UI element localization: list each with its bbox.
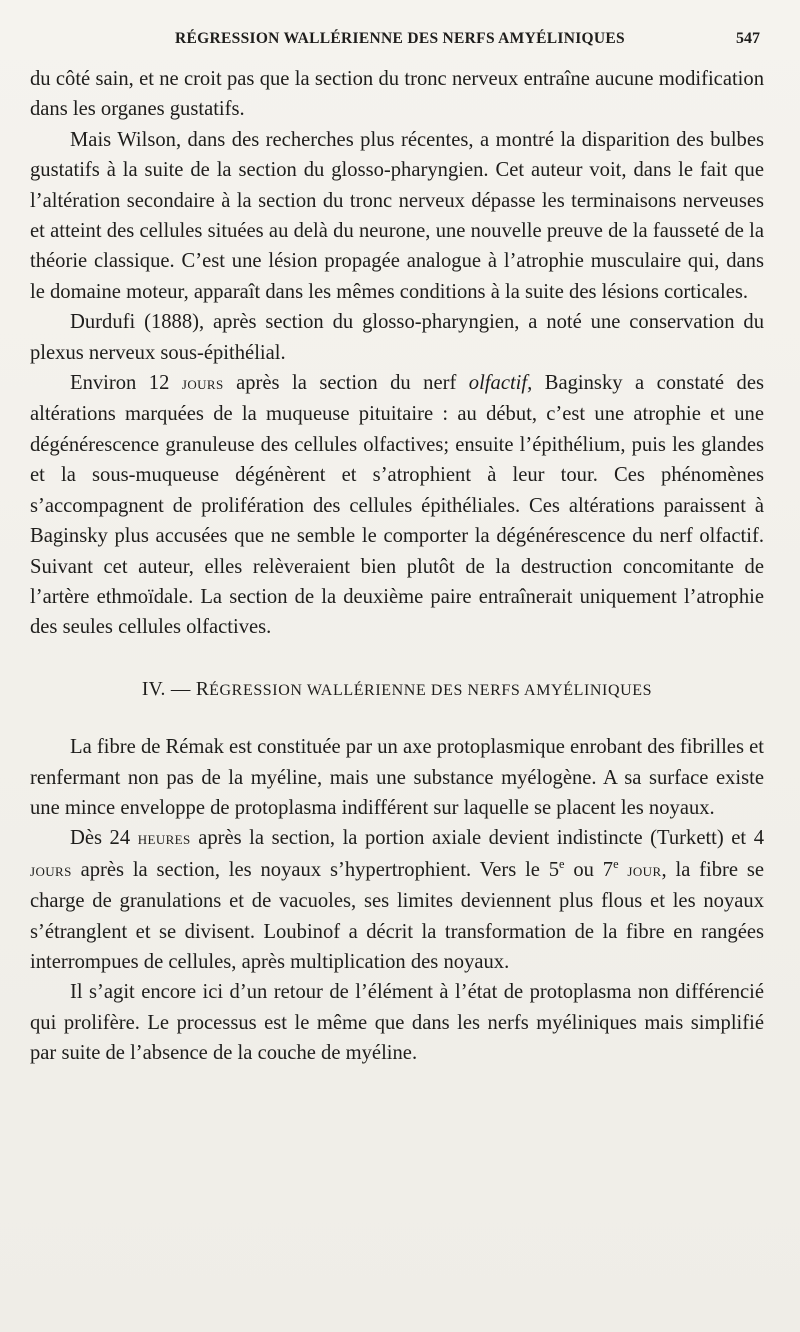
paragraph-baginsky bbox=[30, 368, 764, 643]
section-heading-rest: ÉGRESSION WALLÉRIENNE DES NERFS AMYÉLINIQUES bbox=[209, 681, 653, 699]
running-title: RÉGRESSION WALLÉRIENNE DES NERFS AMYÉLINIQUES bbox=[175, 30, 625, 47]
italic-run: olfactif, bbox=[468, 372, 533, 395]
small-caps-run: jours bbox=[181, 373, 224, 395]
paragraph-continuation: du côté sain, et ne croit pas que la section du tronc nerveux entraîne aucune modification dans les organes gustatifs. bbox=[30, 68, 764, 121]
paragraph-conclusion: Il s’agit encore ici d’un retour de l’élément à l’état de protoplasma non différencié qui prolifère. Le processus est le même que dans les nerfs myéliniques mais simplifié par suite de l’absence de la couche de myéline. bbox=[30, 981, 764, 1065]
text-run: Baginsky a constaté des altérations marquées de la muqueuse pituitaire : au début, c’est une atrophie et une dégénérescence granuleuse des cellules olfactives; ensuite l’épithélium, puis les glandes et la sous-muqueuse dégénèrent et s’atrophient à leur tour. Ces phénomènes s’accompagnent de prolifération des cellules épithéliales. Ces altérations paraissent à Baginsky plus accusées que ne semble le comporter la dégénérescence du nerf olfactif. Suivant cet auteur, elles relèveraient bien plutôt de la destruction concomitante de l’artère ethmoïdale. La section de la deuxième paire entraînerait uniquement l’atrophie des seules cellules olfactives. bbox=[30, 372, 764, 639]
small-caps-run: jours bbox=[30, 859, 72, 881]
paragraph-wilson: Mais Wilson, dans des recherches plus récentes, a montré la disparition des bulbes gustatifs à la suite de la section du glosso-pharyngien. Cet auteur voit, dans le fait que l’altération secondaire à la section du tronc nerveux dépasse les terminaisons nerveuses et atteint des cellules situées au delà du neurone, une nouvelle preuve de la fausseté de la théorie classique. C’est une lésion propagée analogue à l’atrophie musculaire qui, dans le domaine moteur, apparaît dans les mêmes conditions à la suite des lésions corticales. bbox=[30, 128, 764, 303]
body-text bbox=[30, 64, 764, 1069]
page-number: 547 bbox=[736, 30, 760, 47]
running-head bbox=[40, 30, 760, 56]
paragraph-timeline bbox=[30, 823, 764, 977]
text-run: après la section, les noyaux s’hypertrophient. Vers le 5 bbox=[71, 858, 560, 881]
text-run: après la section, la portion axiale devient indistincte (Turkett) et 4 bbox=[190, 827, 764, 850]
text-run: après la section du nerf bbox=[223, 372, 469, 395]
small-caps-run: jour bbox=[627, 859, 662, 881]
paragraph-remak-fiber: La fibre de Rémak est constituée par un axe protoplasmique enrobant des fibrilles et renfermant non pas de la myéline, mais une substance myélogène. A sa surface existe une mince enveloppe de protoplasma indifférent sur laquelle se placent les noyaux. bbox=[30, 736, 764, 819]
text-run: Dès 24 bbox=[70, 827, 138, 850]
text-run: , la fibre se charge de granulations et de vacuoles, ses limites deviennent plus flous et les noyaux s’étranglent et se divisent. Loubinof a décrit la transformation de la fibre en rangées interrompues de cellules, après multiplication des noyaux. bbox=[30, 858, 765, 973]
section-heading-number: IV. — R bbox=[141, 678, 210, 700]
paragraph-durdufi: Durdufi (1888), après section du glosso-pharyngien, a noté une conservation du plexus nerveux sous-épithélial. bbox=[30, 311, 764, 364]
small-caps-run: heures bbox=[137, 828, 191, 850]
section-heading bbox=[30, 675, 764, 706]
text-run: Environ 12 bbox=[70, 372, 182, 395]
ordinal-superscript: e bbox=[613, 856, 619, 871]
ordinal-superscript: e bbox=[559, 856, 565, 871]
text-run: ou 7 bbox=[564, 858, 614, 881]
